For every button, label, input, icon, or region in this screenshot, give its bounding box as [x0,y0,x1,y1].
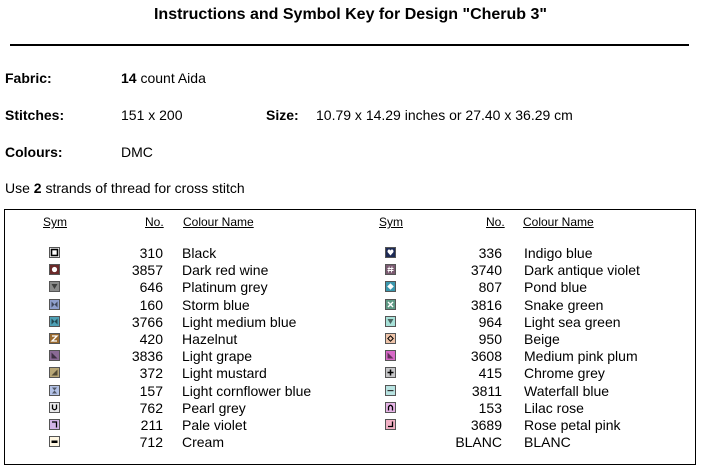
dmc-number: 160 [139,296,163,313]
colour-name: Platinum grey [182,279,268,296]
dmc-number: 3740 [470,262,502,279]
symbol-swatch-icon [385,281,396,292]
dmc-number: 310 [139,245,163,261]
dmc-number: 3857 [131,262,163,279]
fabric-value [121,70,206,86]
key-row-right-153 [5,400,695,417]
dmc-number: 964 [478,313,502,330]
colour-name: Medium pink plum [524,348,638,365]
strands-count: 2 [33,180,42,196]
colours-label: Colours: [5,144,63,160]
dmc-number: 762 [139,399,163,416]
header-no-right: No. [486,215,505,229]
fabric-count: 14 [121,70,137,86]
dmc-number: 415 [478,365,502,382]
colour-name: Light grape [182,348,253,365]
colour-name: Chrome grey [524,365,605,382]
symbol-swatch-icon [385,264,396,275]
colour-name: Waterfall blue [524,382,610,399]
title-divider [10,44,689,46]
symbol-swatch-icon [385,367,396,378]
colour-name: Hazelnut [182,331,238,347]
key-row-right-950 [5,331,695,348]
page-title: Instructions and Symbol Key for Design "Cherub 3" [153,6,547,23]
header-name-right: Colour Name [523,215,594,229]
colour-name: BLANC [524,434,571,451]
dmc-number: 211 [140,417,163,433]
dmc-number: 646 [139,279,163,296]
colour-name: Dark red wine [182,262,269,279]
header-sym-left: Sym [43,215,67,229]
key-row-right-807 [5,279,695,296]
colours-value: DMC [121,144,153,160]
strands-after: strands of thread for cross stitch [45,180,245,196]
dmc-number: 3816 [470,296,502,313]
colour-name: Light cornflower blue [182,382,312,399]
colour-name: Pearl grey [182,399,246,416]
colour-name: Dark antique violet [524,262,640,279]
dmc-number: BLANC [455,434,502,451]
header-sym-right: Sym [379,215,403,229]
colour-name: Black [182,245,217,261]
header-no-left: No. [145,215,164,229]
dmc-number: 3689 [470,417,502,433]
key-row-right-3816 [5,297,695,314]
key-row-right-336 [5,245,695,262]
strands-before: Use [5,180,30,196]
key-row-right-415 [5,365,695,382]
symbol-swatch-icon [385,385,396,396]
dmc-number: 3836 [131,348,163,365]
dmc-number: 336 [478,245,502,261]
header-name-left: Colour Name [183,215,254,229]
dmc-number: 712 [139,434,163,451]
key-row-right-3811 [5,383,695,400]
colour-name: Light sea green [524,313,621,330]
key-row-right-964 [5,314,695,331]
colour-name: Beige [524,331,560,347]
colour-name: Rose petal pink [524,417,621,433]
symbol-swatch-icon [385,316,396,327]
size-value: 10.79 x 14.29 inches or 27.40 x 36.29 cm [316,107,573,123]
colour-name: Pond blue [524,279,588,296]
dmc-number: 3811 [471,382,502,399]
colour-name: Indigo blue [524,245,593,261]
colour-name: Light medium blue [182,313,297,330]
key-row-right-3740 [5,262,695,279]
dmc-number: 372 [139,365,163,382]
fabric-type: count Aida [140,70,206,86]
symbol-swatch-icon [385,299,396,310]
fabric-label: Fabric: [5,70,52,86]
symbol-swatch-icon [385,419,396,430]
symbol-swatch-icon [385,333,396,344]
dmc-number: 420 [139,331,163,347]
symbol-swatch-icon [385,402,396,413]
key-row-right-3689 [5,417,695,434]
colour-name: Pale violet [182,417,247,433]
dmc-number: 950 [478,331,502,347]
dmc-number: 157 [139,382,163,399]
dmc-number: 3608 [470,348,502,365]
key-row-right-blanc [5,434,695,451]
dmc-number: 807 [478,279,502,296]
symbol-swatch-icon [385,350,396,361]
colour-name: Storm blue [182,296,250,313]
size-label: Size: [266,107,299,123]
colour-name: Lilac rose [524,399,584,416]
symbol-swatch-icon [385,247,396,258]
dmc-number: 153 [478,399,502,416]
colour-name: Cream [182,434,225,451]
strands-instruction [5,180,245,196]
stitches-label: Stitches: [5,107,65,123]
key-row-right-3608 [5,348,695,365]
dmc-number: 3766 [131,313,163,330]
stitches-value: 151 x 200 [121,107,183,123]
colour-name: Snake green [524,296,604,313]
colour-name: Light mustard [182,365,267,382]
symbol-key-table [4,209,696,465]
